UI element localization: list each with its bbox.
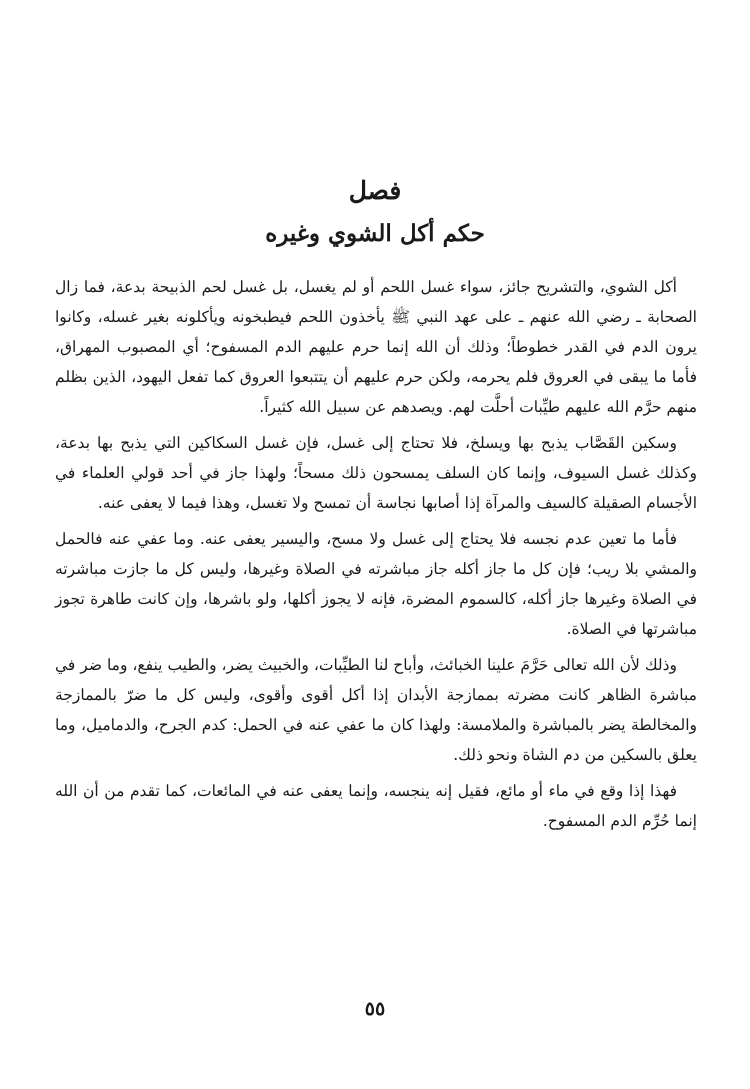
paragraph: فأما ما تعين عدم نجسه فلا يحتاج إلى غسل ولا مسح، واليسير يعفى عنه. وما عفي عنه فالحمل والمشي بلا ريب؛ فإن كل ما جاز أكله جاز مباشرته في الصلاة وغيرها، وليس كل ما جازت مباشرته في الصلاة وغيرها جاز أكله، كالسموم المضرة، فإنه لا يجوز أكلها، ولو باشرها، وإن كانت طاهرة تجوز مباشرتها في الصلاة. — [55, 530, 697, 638]
paragraph: وسكين القَصَّاب يذبح بها ويسلخ، فلا تحتاج إلى غسل، فإن غسل السكاكين التي يذبح بها بدعة، وكذلك غسل السيوف، وإنما كان السلف يمسحون ذلك مسحاً؛ ولهذا جاز في أحد قولي العلماء في الأجسام الصقيلة كالسيف والمرآة إذا أصابها نجاسة أن تمسح ولا تغسل، وهذا فيما لا يعفى عنه. — [55, 434, 697, 512]
paragraph: أكل الشوي، والتشريح جائز، سواء غسل اللحم أو لم يغسل، بل غسل لحم الذبيحة بدعة، فما زال الصحابة ـ رضي الله عنهم ـ على عهد النبي ﷺ يأخذون اللحم فيطبخونه ويأكلونه بغير غسله، وكانوا يرون الدم في القدر خطوطاً؛ وذلك أن الله إنما حرم عليهم الدم المسفوح؛ أي المصبوب المهراق، فأما ما يبقى في العروق فلم يحرمه، ولكن حرم عليهم أن يتتبعوا العروق كما تفعل اليهود، الذين بظلم منهم حرَّم الله عليهم طيِّبات أحلَّت لهم. ويصدهم عن سبيل الله كثيراً. — [55, 278, 697, 416]
section-title: حكم أكل الشوي وغيره — [265, 220, 485, 247]
page-number: ٥٥ — [364, 998, 386, 1020]
paragraph: وذلك لأن الله تعالى حَرَّمَ علينا الخبائث، وأباح لنا الطيِّبات، والخبيث يضر، والطيب ينفع، وما ضر في مباشرة الظاهر كانت مضرته بممازجة الأبدان إذا أكل أقوى وأقوى، وليس كل ما ضرّ بالممازجة والمخالطة يضر بالمباشرة والملامسة: ولهذا كان ما عفي عنه في الحمل: كدم الجرح، والدماميل، وما يعلق بالسكين من دم الشاة ونحو ذلك. — [55, 656, 697, 764]
section-label: فصل — [348, 176, 402, 205]
body-text — [55, 272, 697, 842]
paragraph: فهذا إذا وقع في ماء أو مائع، فقيل إنه ينجسه، وإنما يعفى عنه في المائعات، كما تقدم من أن الله إنما حُرِّم الدم المسفوح. — [55, 782, 697, 830]
